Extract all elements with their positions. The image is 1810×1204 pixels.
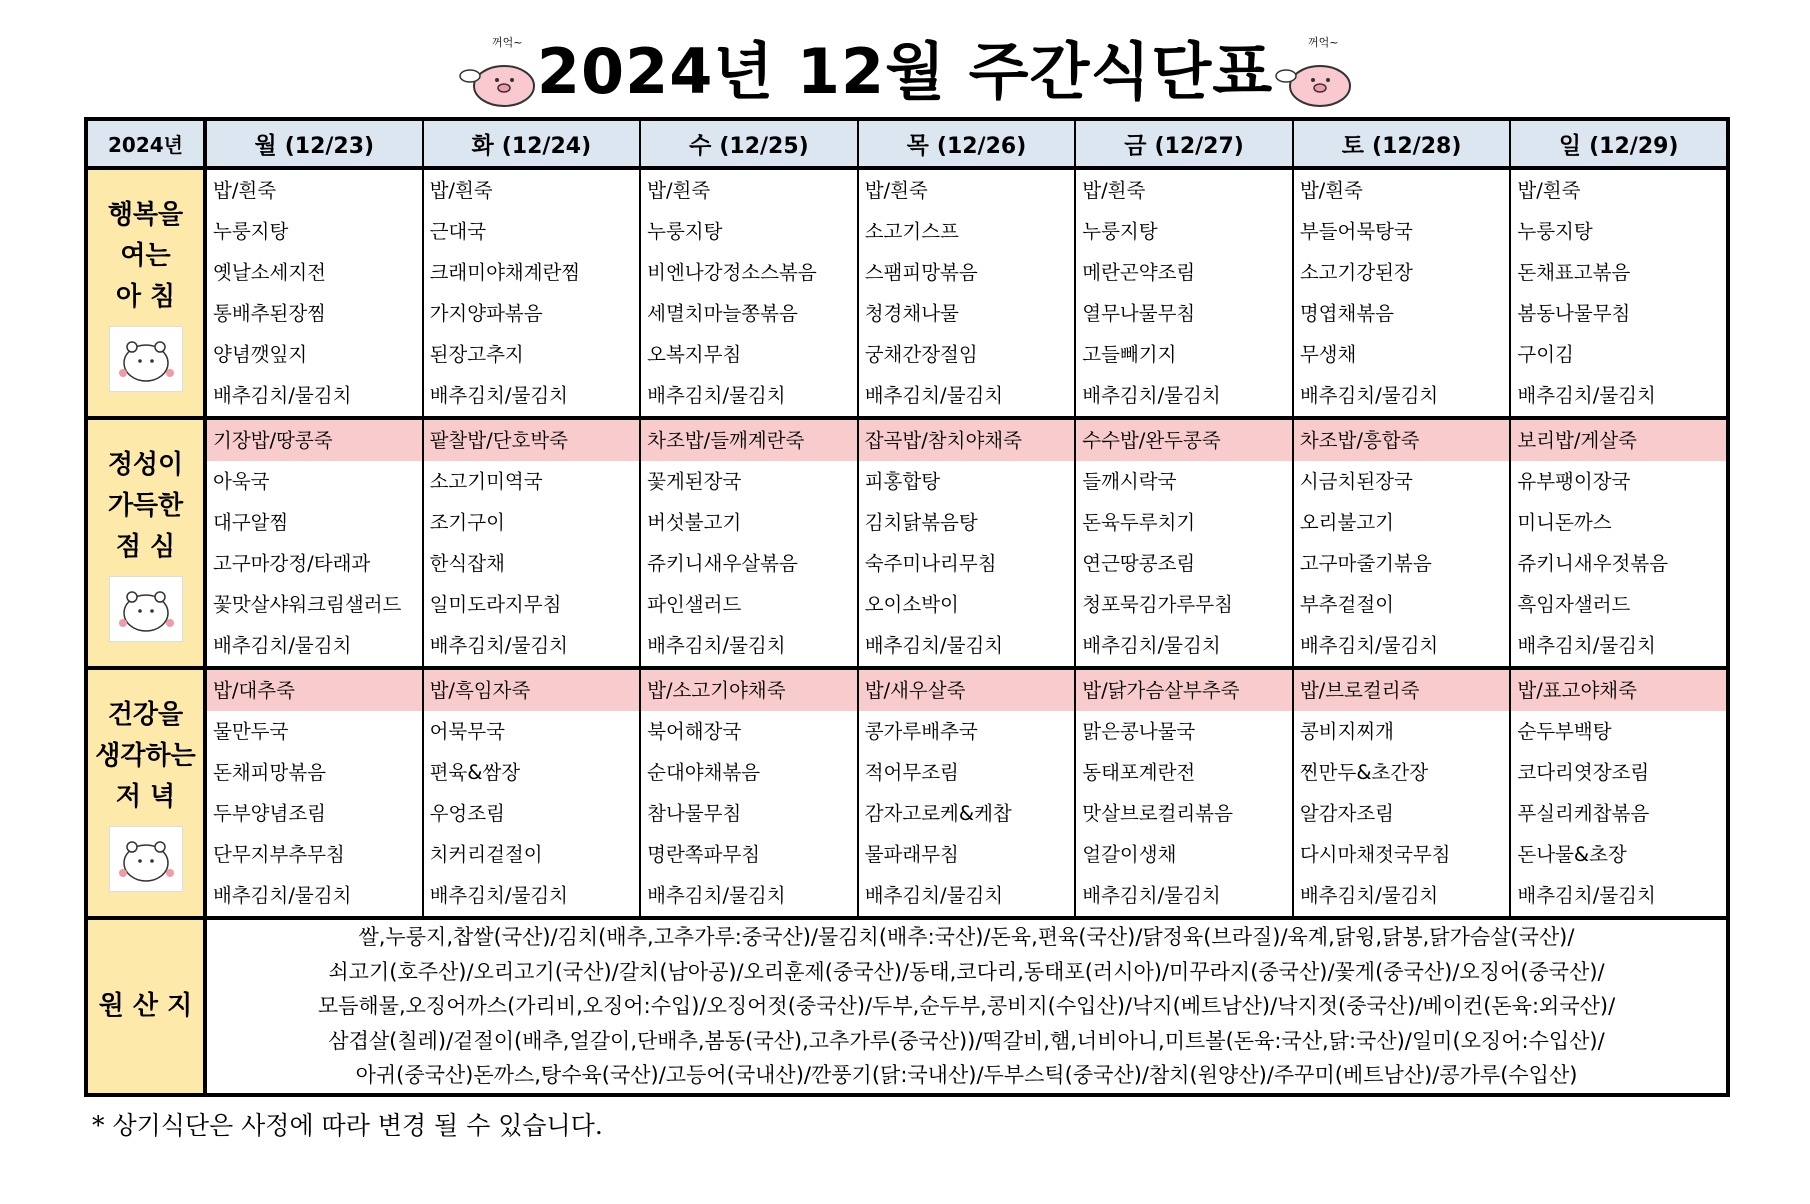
meal-label-lunch: [86, 418, 205, 668]
menu-item: 고구마강정/타래과: [213, 552, 371, 575]
menu-item: 배추김치/물김치: [864, 884, 1004, 907]
menu-item: 배추김치/물김치: [864, 634, 1004, 657]
menu-cell: [1293, 418, 1511, 668]
day-date: (12/25): [719, 134, 809, 159]
menu-item: 배추김치/물김치: [647, 384, 786, 407]
origin-line: 쇠고기(호주산)/오리고기(국산)/갈치(남아공)/오리훈제(중국산)/동태,코다리,동태포(러시아)/미꾸라지(중국산)/꽃게(중국산)/오징어(중국산)/: [328, 959, 1605, 984]
menu-item: 편육&쌈장: [429, 761, 521, 784]
menu-item: 콩비지찌개: [1299, 720, 1394, 743]
pig-left-caption: 꺼억~: [492, 36, 523, 49]
day-header-mon: [205, 119, 423, 168]
menu-item: 배추김치/물김치: [647, 884, 786, 907]
meal-label-line: 여는: [120, 240, 171, 271]
menu-item: 명란쪽파무침: [647, 843, 761, 866]
menu-item: 가지양파볶음: [429, 302, 543, 325]
menu-cell: [1510, 418, 1728, 668]
menu-item: 밥/흰죽: [429, 179, 493, 202]
menu-item: 명엽채볶음: [1299, 302, 1394, 325]
origin-line: 삼겹살(칠레)/겉절이(배추,얼갈이,단배추,봄동(국산),고추가루(중국산))/떡갈비,햄,너비아니,미트볼(돈육:국산,닭:국산)/일미(오징어:수입산)/: [328, 1028, 1605, 1053]
menu-cell: [1075, 418, 1293, 668]
menu-item: 고구마줄기볶음: [1299, 552, 1432, 575]
menu-cell: [640, 418, 858, 668]
menu-item: 밥/대추죽: [207, 670, 422, 711]
footnote: * 상기식단은 사정에 따라 변경 될 수 있습니다.: [92, 1111, 603, 1140]
menu-item: 청경채나물: [864, 302, 959, 325]
menu-item: 비엔나강정소스볶음: [647, 261, 817, 284]
menu-item: 쥬키니새우살볶음: [647, 552, 798, 575]
menu-item: 밥/흰죽: [1299, 179, 1363, 202]
origin-line: 모듬해물,오징어까스(가리비,오징어:수입)/오징어젓(중국산)/두부,순두부,콩비지(수입산)/낙지(베트남산)/낙지젓(중국산)/베이컨(돈육:외국산)/: [317, 994, 1616, 1018]
menu-item: 버섯불고기: [647, 511, 742, 534]
menu-item: 배추김치/물김치: [1517, 634, 1656, 657]
menu-cell: [1075, 168, 1293, 418]
menu-item: 누룽지탕: [213, 220, 289, 243]
menu-cell: [1510, 668, 1728, 918]
menu-item: 팥찰밥/단호박죽: [424, 420, 640, 461]
menu-item: 오복지무침: [647, 343, 742, 366]
menu-item: 배추김치/물김치: [213, 634, 352, 657]
menu-item: 배추김치/물김치: [1299, 384, 1439, 407]
menu-item: 치커리겉절이: [429, 843, 543, 866]
day-header-sat: [1293, 119, 1511, 168]
menu-item: 스팸피망볶음: [864, 261, 978, 284]
meal-row-dinner: [86, 668, 1728, 918]
menu-item: 소고기스프: [864, 220, 959, 243]
menu-cell: [1293, 668, 1511, 918]
menu-cell: [205, 168, 423, 418]
menu-item: 청포묵김가루무침: [1082, 593, 1233, 616]
menu-item: 파인샐러드: [647, 593, 742, 616]
day-date: (12/29): [1589, 134, 1679, 159]
menu-item: 연근땅콩조림: [1082, 552, 1196, 575]
menu-item: 배추김치/물김치: [429, 884, 568, 907]
menu-item: 숙주미나리무침: [864, 552, 997, 575]
menu-item: 돈채표고볶음: [1517, 261, 1631, 284]
menu-item: 고들빼기지: [1082, 343, 1177, 366]
menu-item: 배추김치/물김치: [213, 884, 352, 907]
menu-item: 일미도라지무침: [429, 593, 562, 616]
menu-item: 보리밥/게살죽: [1511, 420, 1726, 461]
menu-item: 배추김치/물김치: [1517, 384, 1656, 407]
day-date: (12/27): [1154, 134, 1244, 159]
menu-item: 얼갈이생채: [1082, 843, 1177, 866]
menu-item: 들깨시락국: [1082, 470, 1177, 493]
menu-item: 조기구이: [429, 511, 505, 534]
menu-item: 다시마채젓국무침: [1299, 843, 1451, 866]
meal-label-dinner: [86, 668, 205, 918]
menu-item: 밥/흰죽: [1517, 179, 1581, 202]
menu-item: 한식잡채: [429, 552, 505, 575]
menu-cell: [1293, 168, 1511, 418]
menu-item: 쥬키니새우젓볶음: [1517, 552, 1669, 575]
menu-item: 밥/흰죽: [864, 179, 928, 202]
menu-cell: [1510, 168, 1728, 418]
meal-label-text: [88, 695, 203, 818]
menu-item: 밥/표고야채죽: [1511, 670, 1726, 711]
menu-cell: [423, 668, 641, 918]
day-header-fri: [1075, 119, 1293, 168]
menu-item: 동태포계란전: [1082, 761, 1196, 784]
menu-item: 양념깻잎지: [213, 343, 308, 366]
origin-label-text: 원 산 지: [98, 990, 193, 1021]
menu-cell: [205, 418, 423, 668]
bear-sticker: [109, 326, 183, 392]
menu-item: 북어해장국: [647, 720, 742, 743]
menu-item: 된장고추지: [429, 343, 524, 366]
menu-item: 배추김치/물김치: [1299, 634, 1439, 657]
menu-item: 밥/흰죽: [213, 179, 277, 202]
header-row: [86, 119, 1728, 168]
weekly-menu-table: [84, 117, 1730, 1097]
menu-item: 유부팽이장국: [1517, 470, 1631, 493]
menu-item: 순두부백탕: [1517, 720, 1612, 743]
menu-item: 밥/흰죽: [647, 179, 711, 202]
menu-item: 참나물무침: [647, 802, 742, 825]
menu-item: 물만두국: [213, 720, 289, 743]
bear-sticker: [109, 826, 183, 892]
menu-cell: [858, 168, 1076, 418]
menu-cell: [205, 668, 423, 918]
menu-item: 부들어묵탕국: [1299, 220, 1413, 243]
menu-item: 밥/새우살죽: [859, 670, 1075, 711]
menu-item: 구이김: [1517, 343, 1574, 366]
meal-rows: [86, 168, 1728, 918]
meal-label-text: [88, 195, 203, 318]
origin-line: 쌀,누룽지,찹쌀(국산)/김치(배추,고추가루:중국산)/물김치(배추:국산)/돈육,편육(국산)/닭정육(브라질)/육계,닭윙,닭봉,닭가슴살(국산)/: [358, 925, 1575, 949]
menu-item: 오이소박이: [864, 593, 959, 616]
menu-item: 꽃맛살샤워크림샐러드: [213, 593, 402, 616]
menu-item: 근대국: [429, 220, 487, 243]
menu-item: 배추김치/물김치: [1517, 884, 1656, 907]
day-name: 일: [1558, 133, 1582, 159]
bear-sticker: [109, 576, 183, 642]
menu-item: 통배추된장찜: [213, 302, 327, 325]
menu-item: 김치닭볶음탕: [864, 511, 978, 534]
meal-label-line: 가득한: [107, 490, 184, 521]
origin-text: [205, 918, 1728, 1095]
menu-item: 차조밥/들깨계란죽: [641, 420, 857, 461]
menu-item: 차조밥/흥합죽: [1294, 420, 1510, 461]
meal-label-text: [88, 445, 203, 568]
menu-item: 두부양념조림: [213, 802, 327, 825]
menu-item: 소고기미역국: [429, 470, 543, 493]
menu-item: 밥/소고기야채죽: [641, 670, 857, 711]
menu-item: 돈채피망볶음: [213, 761, 327, 784]
origin-label: [86, 918, 205, 1095]
menu-item: 누룽지탕: [1517, 220, 1593, 243]
menu-item: 무생채: [1299, 343, 1357, 366]
menu-item: 감자고로케&케찹: [864, 802, 1012, 825]
menu-item: 궁채간장절임: [864, 343, 978, 366]
menu-item: 단무지부추무침: [213, 843, 345, 866]
menu-item: 배추김치/물김치: [1082, 384, 1221, 407]
title-area: [0, 28, 1810, 120]
menu-item: 열무나물무침: [1082, 302, 1196, 325]
menu-item: 누룽지탕: [1082, 220, 1158, 243]
menu-item: 돈육두루치기: [1082, 511, 1196, 534]
pig-right-caption: 꺼억~: [1308, 36, 1339, 49]
day-header-thu: [858, 119, 1076, 168]
menu-item: 우엉조림: [429, 802, 505, 825]
menu-item: 밥/닭가슴살부추죽: [1076, 670, 1292, 711]
menu-item: 배추김치/물김치: [429, 384, 568, 407]
day-date: (12/26): [936, 134, 1027, 159]
day-name: 수: [689, 133, 712, 159]
menu-item: 크래미야채계란찜: [429, 261, 581, 284]
meal-label-line: 정성이: [107, 449, 184, 480]
menu-item: 찐만두&초간장: [1299, 761, 1429, 784]
day-name: 토: [1341, 133, 1364, 159]
meal-label-line: 생각하는: [95, 740, 196, 771]
menu-item: 어묵무국: [429, 720, 505, 743]
day-date: (12/23): [284, 134, 375, 159]
menu-item: 대구알찜: [213, 511, 289, 534]
menu-item: 배추김치/물김치: [1082, 884, 1221, 907]
menu-item: 피홍합탕: [864, 470, 941, 493]
menu-item: 누룽지탕: [647, 220, 723, 243]
day-header-wed: [640, 119, 858, 168]
origin-row: [86, 918, 1728, 1095]
meal-row-breakfast: [86, 168, 1728, 418]
day-date: (12/24): [501, 134, 592, 159]
menu-item: 물파래무침: [864, 843, 959, 866]
menu-cell: [858, 418, 1076, 668]
day-name: 목: [906, 133, 929, 159]
menu-cell: [640, 168, 858, 418]
meal-label-breakfast: [86, 168, 205, 418]
day-header-sun: [1510, 119, 1728, 168]
origin-line: 아귀(중국산)돈까스,탕수육(국산)/고등어(국내산)/깐풍기(닭:국내산)/두부스틱(중국산)/참치(원양산)/주꾸미(베트남산)/콩가루(수입산): [355, 1063, 1578, 1087]
menu-item: 밥/흰죽: [1082, 179, 1146, 202]
menu-cell: [423, 418, 641, 668]
menu-item: 콩가루배추국: [864, 720, 978, 743]
menu-item: 미니돈까스: [1517, 511, 1612, 534]
meal-row-lunch: [86, 418, 1728, 668]
day-name: 월: [254, 133, 277, 159]
menu-item: 기장밥/땅콩죽: [207, 420, 422, 461]
menu-item: 푸실리케찹볶음: [1517, 802, 1650, 825]
menu-item: 밥/흑임자죽: [424, 670, 640, 711]
day-header-tue: [423, 119, 641, 168]
menu-cell: [640, 668, 858, 918]
menu-item: 옛날소세지전: [213, 261, 327, 284]
menu-cell: [858, 668, 1076, 918]
menu-item: 맛살브로컬리볶음: [1082, 802, 1233, 825]
menu-item: 세멸치마늘쫑볶음: [647, 302, 798, 325]
year-header: 2024년: [86, 119, 205, 168]
meal-label-line: 행복을: [107, 199, 184, 230]
menu-item: 오리불고기: [1299, 511, 1394, 534]
meal-label-line: 건강을: [107, 699, 184, 730]
menu-item: 시금치된장국: [1299, 470, 1413, 493]
menu-item: 흑임자샐러드: [1517, 593, 1631, 616]
page-title: 2024년 12월 주간식단표: [536, 35, 1274, 108]
menu-item: 배추김치/물김치: [647, 634, 786, 657]
menu-item: 배추김치/물김치: [1082, 634, 1221, 657]
menu-item: 맑은콩나물국: [1082, 720, 1196, 743]
day-name: 금: [1124, 133, 1147, 159]
menu-item: 아욱국: [213, 470, 270, 493]
menu-item: 알감자조림: [1299, 802, 1394, 825]
menu-item: 수수밥/완두콩죽: [1076, 420, 1292, 461]
day-date: (12/28): [1372, 134, 1462, 159]
menu-item: 소고기강된장: [1299, 261, 1413, 284]
menu-cell: [1075, 668, 1293, 918]
menu-cell: [423, 168, 641, 418]
menu-item: 배추김치/물김치: [1299, 884, 1439, 907]
meal-label-line: 저 녁: [115, 781, 176, 812]
menu-item: 메란곤약조림: [1082, 261, 1196, 284]
meal-label-line: 아 침: [115, 281, 176, 312]
pig-sticker-right: [1268, 30, 1360, 114]
menu-item: 적어무조림: [864, 761, 959, 784]
menu-item: 부추겉절이: [1299, 593, 1394, 616]
menu-item: 코다리엿장조림: [1517, 761, 1650, 784]
menu-item: 배추김치/물김치: [429, 634, 568, 657]
day-name: 화: [471, 133, 494, 159]
menu-item: 배추김치/물김치: [864, 384, 1004, 407]
menu-item: 꽃게된장국: [647, 470, 742, 493]
meal-label-line: 점 심: [115, 531, 176, 562]
menu-item: 봄동나물무침: [1517, 302, 1631, 325]
menu-item: 잡곡밥/참치야채죽: [859, 420, 1075, 461]
menu-item: 순대야채볶음: [647, 761, 761, 784]
menu-item: 배추김치/물김치: [213, 384, 352, 407]
menu-item: 밥/브로컬리죽: [1294, 670, 1510, 711]
menu-item: 돈나물&초장: [1517, 843, 1627, 866]
